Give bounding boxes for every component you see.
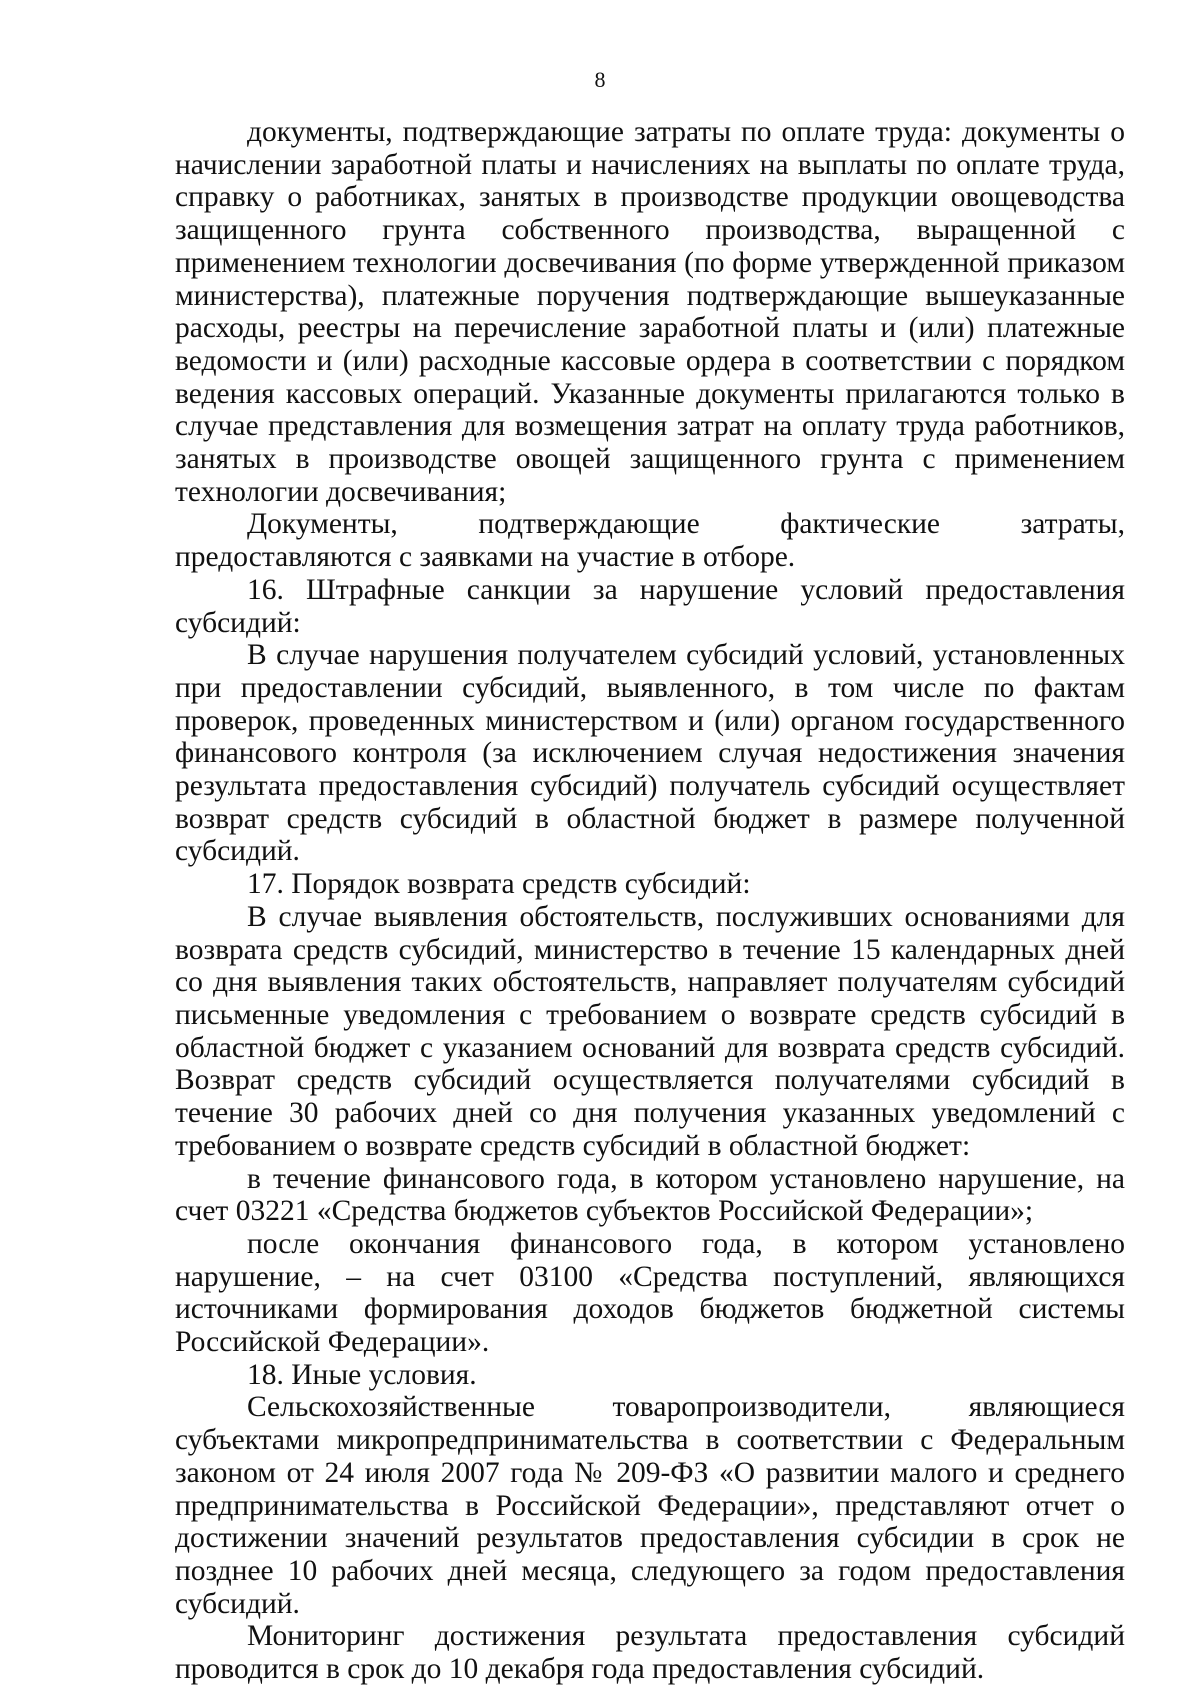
page-number: 8 <box>594 67 606 92</box>
paragraph-micro-enterprise-report: Сельскохозяйственные товаропроизводители, являющиеся субъектами микропредпринимательства в соответствии с Федеральным законом от 24 июля 2007 года № 209-ФЗ «О развитии малого и среднего предпринимательства в Российской Федерации», представляют отчет о достижении значений результатов предоставления субсидии в срок не позднее 10 рабочих дней месяца, следующего за годом предоставления субсидий. <box>175 1391 1125 1620</box>
document-body <box>175 116 1125 1686</box>
paragraph-account-03100: после окончания финансового года, в котором установлено нарушение, – на счет 03100 «Средства поступлений, являющихся источниками формирования доходов бюджетов бюджетной системы Российской Федерации». <box>175 1227 1125 1359</box>
paragraph-return-procedure: В случае выявления обстоятельств, послуживших основаниями для возврата средств субсидий, министерство в течение 15 календарных дней со дня выявления таких обстоятельств, направляет получателям субсидий письменные уведомления с требованием о возврате средств субсидий в областной бюджет с указанием оснований для возврата средств субсидий. Возврат средств субсидий осуществляется получателями субсидий в течение 30 рабочих дней со дня получения указанных уведомлений с требованием о возврате средств субсидий в областной бюджет: <box>175 900 1125 1162</box>
paragraph-account-03221: в течение финансового года, в котором установлено нарушение, на счет 03221 «Средства бюджетов субъектов Российской Федерации»; <box>175 1162 1125 1228</box>
section-heading-18: 18. Иные условия. <box>247 1358 477 1391</box>
paragraph-monitoring: Мониторинг достижения результата предоставления субсидий проводится в срок до 10 декабря года предоставления субсидий. <box>175 1620 1125 1686</box>
section-heading-17: 17. Порядок возврата средств субсидий: <box>247 868 751 901</box>
paragraph-labor-cost-documents: документы, подтверждающие затраты по оплате труда: документы о начислении заработной платы и начислениях на выплаты по оплате труда, справку о работниках, занятых в производстве продукции овощеводства защищенного грунта собственного производства, выращенной с применением технологии досвечивания (по форме утвержденной приказом министерства), платежные поручения подтверждающие вышеуказанные расходы, реестры на перечисление заработной платы и (или) платежные ведомости и (или) расходные кассовые ордера в соответствии с порядком ведения кассовых операций. Указанные документы прилагаются только в случае представления для возмещения затрат на оплату труда работников, занятых в производстве овощей защищенного грунта с применением технологии досвечивания; <box>175 116 1125 508</box>
paragraph-actual-costs-documents: Документы, подтверждающие фактические затраты, предоставляются с заявками на участие в отборе. <box>175 508 1125 574</box>
paragraph-violation-return: В случае нарушения получателем субсидий условий, установленных при предоставлении субсидий, выявленного, в том числе по фактам проверок, проведенных министерством и (или) органом государственного финансового контроля (за исключением случая недостижения значения результата предоставления субсидий) получатель субсидий осуществляет возврат средств субсидий в областной бюджет в размере полученной субсидий. <box>175 639 1125 868</box>
section-heading-16: 16. Штрафные санкции за нарушение условий предоставления субсидий: <box>175 573 1125 639</box>
